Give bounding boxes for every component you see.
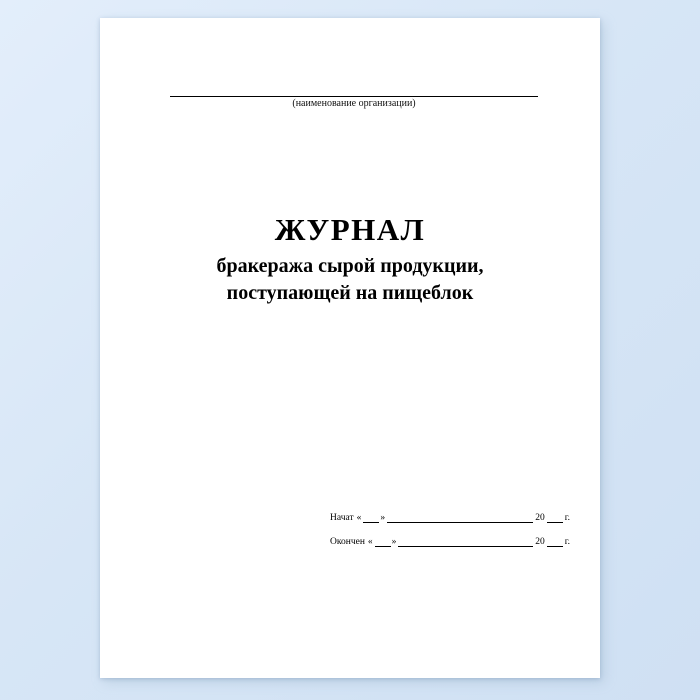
page-subtitle-line-2: поступающей на пищеблок bbox=[226, 282, 474, 305]
finished-year-prefix: 20 bbox=[535, 537, 545, 547]
finished-row bbox=[330, 537, 570, 547]
started-quote-open: « bbox=[356, 513, 362, 523]
started-year-prefix: 20 bbox=[535, 513, 545, 523]
started-year-suffix: г. bbox=[564, 513, 570, 523]
finished-year-blank bbox=[547, 537, 563, 547]
title-block bbox=[140, 213, 560, 307]
organization-caption: (наименование организации) bbox=[292, 98, 416, 109]
started-day-blank bbox=[363, 513, 379, 523]
finished-month-blank bbox=[398, 537, 533, 547]
document-page bbox=[100, 18, 600, 678]
finished-year-suffix: г. bbox=[564, 537, 570, 547]
finished-quote-open: « bbox=[367, 537, 373, 547]
started-year-blank bbox=[547, 513, 563, 523]
finished-day-blank bbox=[375, 537, 391, 547]
started-label: Начат bbox=[330, 513, 354, 523]
started-month-blank bbox=[387, 513, 533, 523]
page-subtitle-line-1: бракеража сырой продукции, bbox=[216, 255, 484, 278]
finished-quote-close: » bbox=[391, 537, 397, 547]
page-title: ЖУРНАЛ bbox=[274, 212, 426, 247]
started-quote-close: » bbox=[380, 513, 386, 523]
finished-label: Окончен bbox=[330, 537, 365, 547]
organization-rule bbox=[170, 96, 538, 97]
started-row bbox=[330, 513, 570, 523]
footer-block bbox=[330, 513, 570, 561]
